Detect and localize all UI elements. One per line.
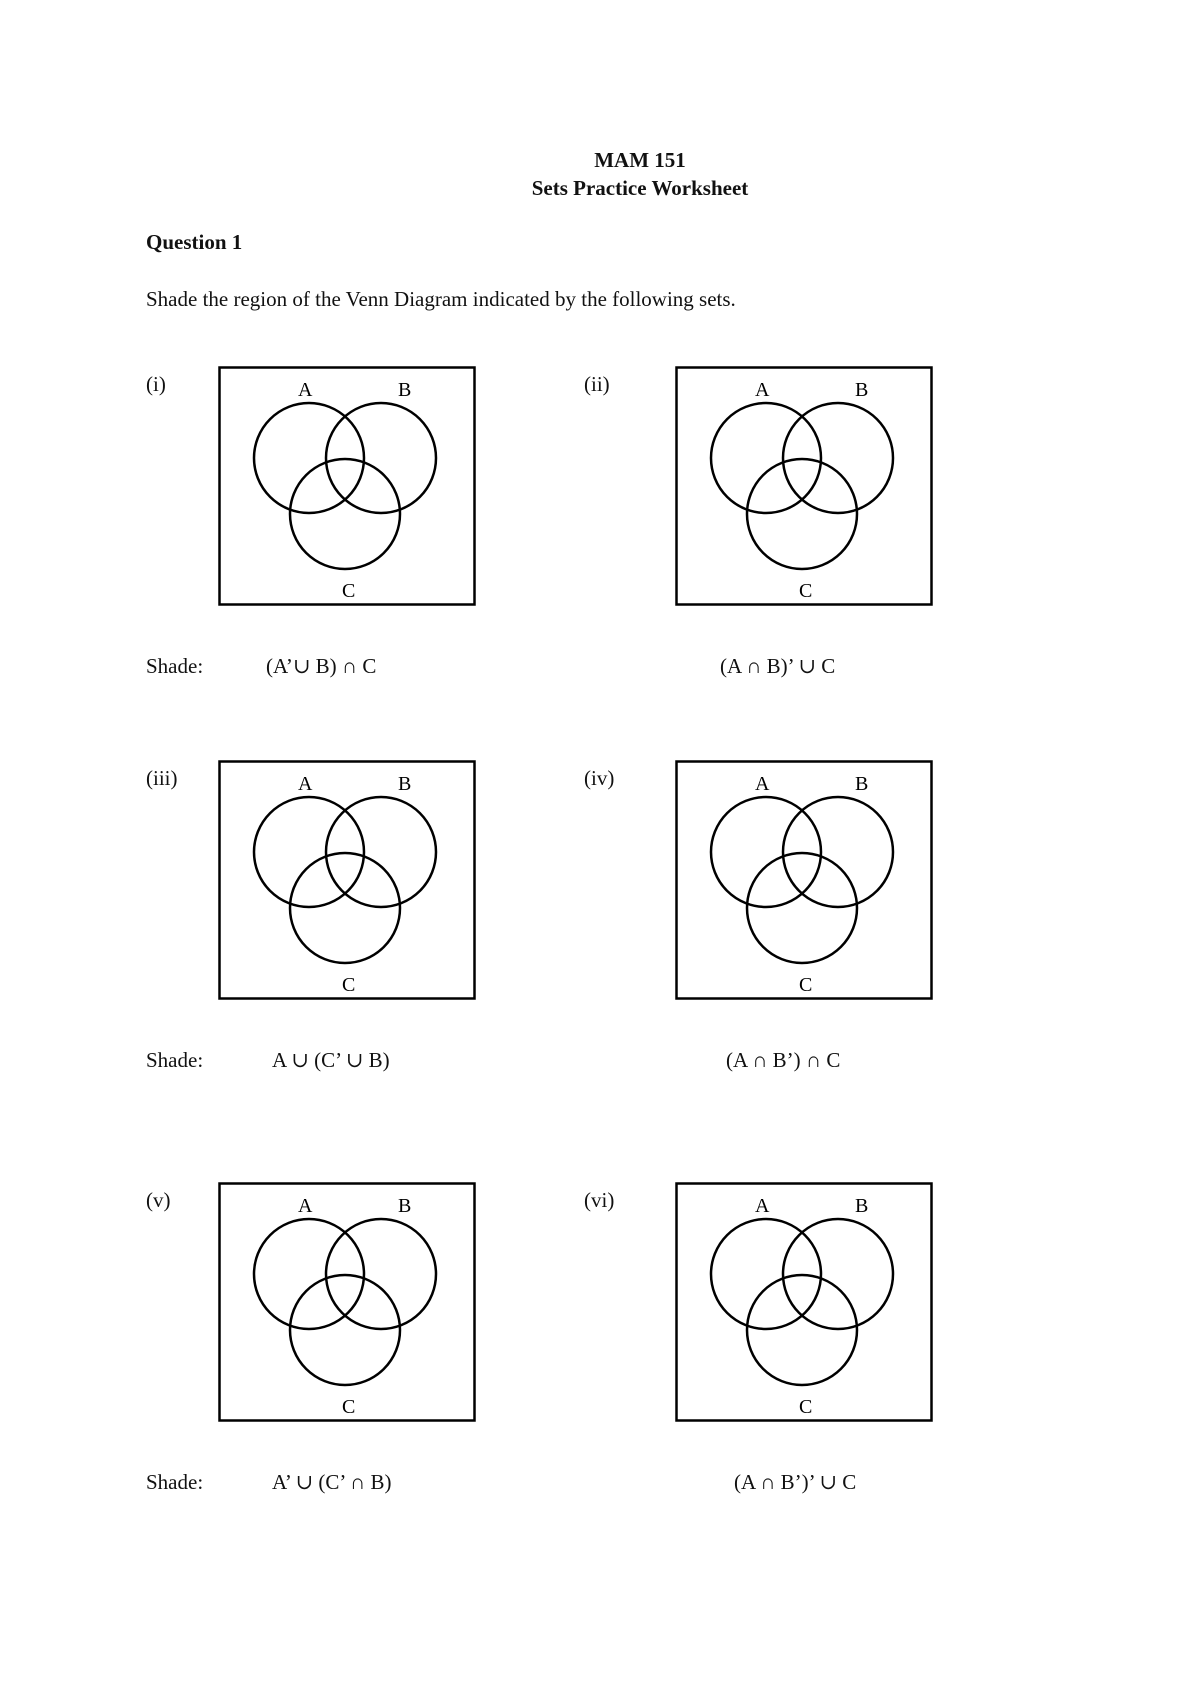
worksheet-title: Sets Practice Worksheet	[531, 176, 749, 200]
expr-iii: A ∪ (C’ ∪ B)	[272, 1048, 390, 1072]
question-instruction: Shade the region of the Venn Diagram indicated by the following sets.	[146, 287, 736, 311]
expr-ii: (A ∩ B)’ ∪ C	[720, 654, 836, 678]
shade-label-row3: Shade:	[146, 1470, 204, 1494]
set-label-b: B	[855, 773, 869, 795]
set-label-c: C	[342, 1396, 356, 1418]
item-label-iv: (iv)	[584, 766, 615, 790]
item-label-iii: (iii)	[146, 766, 178, 790]
set-label-a: A	[298, 773, 313, 795]
set-label-c: C	[799, 1396, 813, 1418]
shade-label-row2: Shade:	[146, 1048, 204, 1072]
venn-diagram-vi	[675, 1182, 933, 1422]
venn-diagram-i	[218, 366, 476, 606]
set-label-a: A	[298, 379, 313, 401]
expr-iv: (A ∩ B’) ∩ C	[726, 1048, 841, 1072]
venn-diagram-ii	[675, 366, 933, 606]
set-label-c: C	[342, 974, 356, 996]
item-label-i: (i)	[146, 372, 166, 396]
set-label-a: A	[298, 1195, 313, 1217]
item-label-ii: (ii)	[584, 372, 610, 396]
set-label-b: B	[398, 1195, 412, 1217]
set-label-c: C	[342, 580, 356, 602]
course-code: MAM 151	[594, 148, 686, 172]
set-label-b: B	[855, 1195, 869, 1217]
shade-label-row1: Shade:	[146, 654, 204, 678]
venn-diagram-iv	[675, 760, 933, 1000]
set-label-c: C	[799, 974, 813, 996]
item-label-vi: (vi)	[584, 1188, 615, 1212]
question-title: Question 1	[146, 230, 243, 254]
expr-i: (A’∪ B) ∩ C	[266, 654, 377, 678]
set-label-b: B	[398, 379, 412, 401]
set-label-a: A	[755, 379, 770, 401]
item-label-v: (v)	[146, 1188, 171, 1212]
venn-diagram-iii	[218, 760, 476, 1000]
set-label-a: A	[755, 773, 770, 795]
expr-vi: (A ∩ B’)’ ∪ C	[734, 1470, 857, 1494]
set-label-b: B	[398, 773, 412, 795]
venn-diagram-v	[218, 1182, 476, 1422]
set-label-b: B	[855, 379, 869, 401]
expr-v: A’ ∪ (C’ ∩ B)	[272, 1470, 392, 1494]
set-label-a: A	[755, 1195, 770, 1217]
set-label-c: C	[799, 580, 813, 602]
worksheet-header	[0, 146, 1200, 202]
